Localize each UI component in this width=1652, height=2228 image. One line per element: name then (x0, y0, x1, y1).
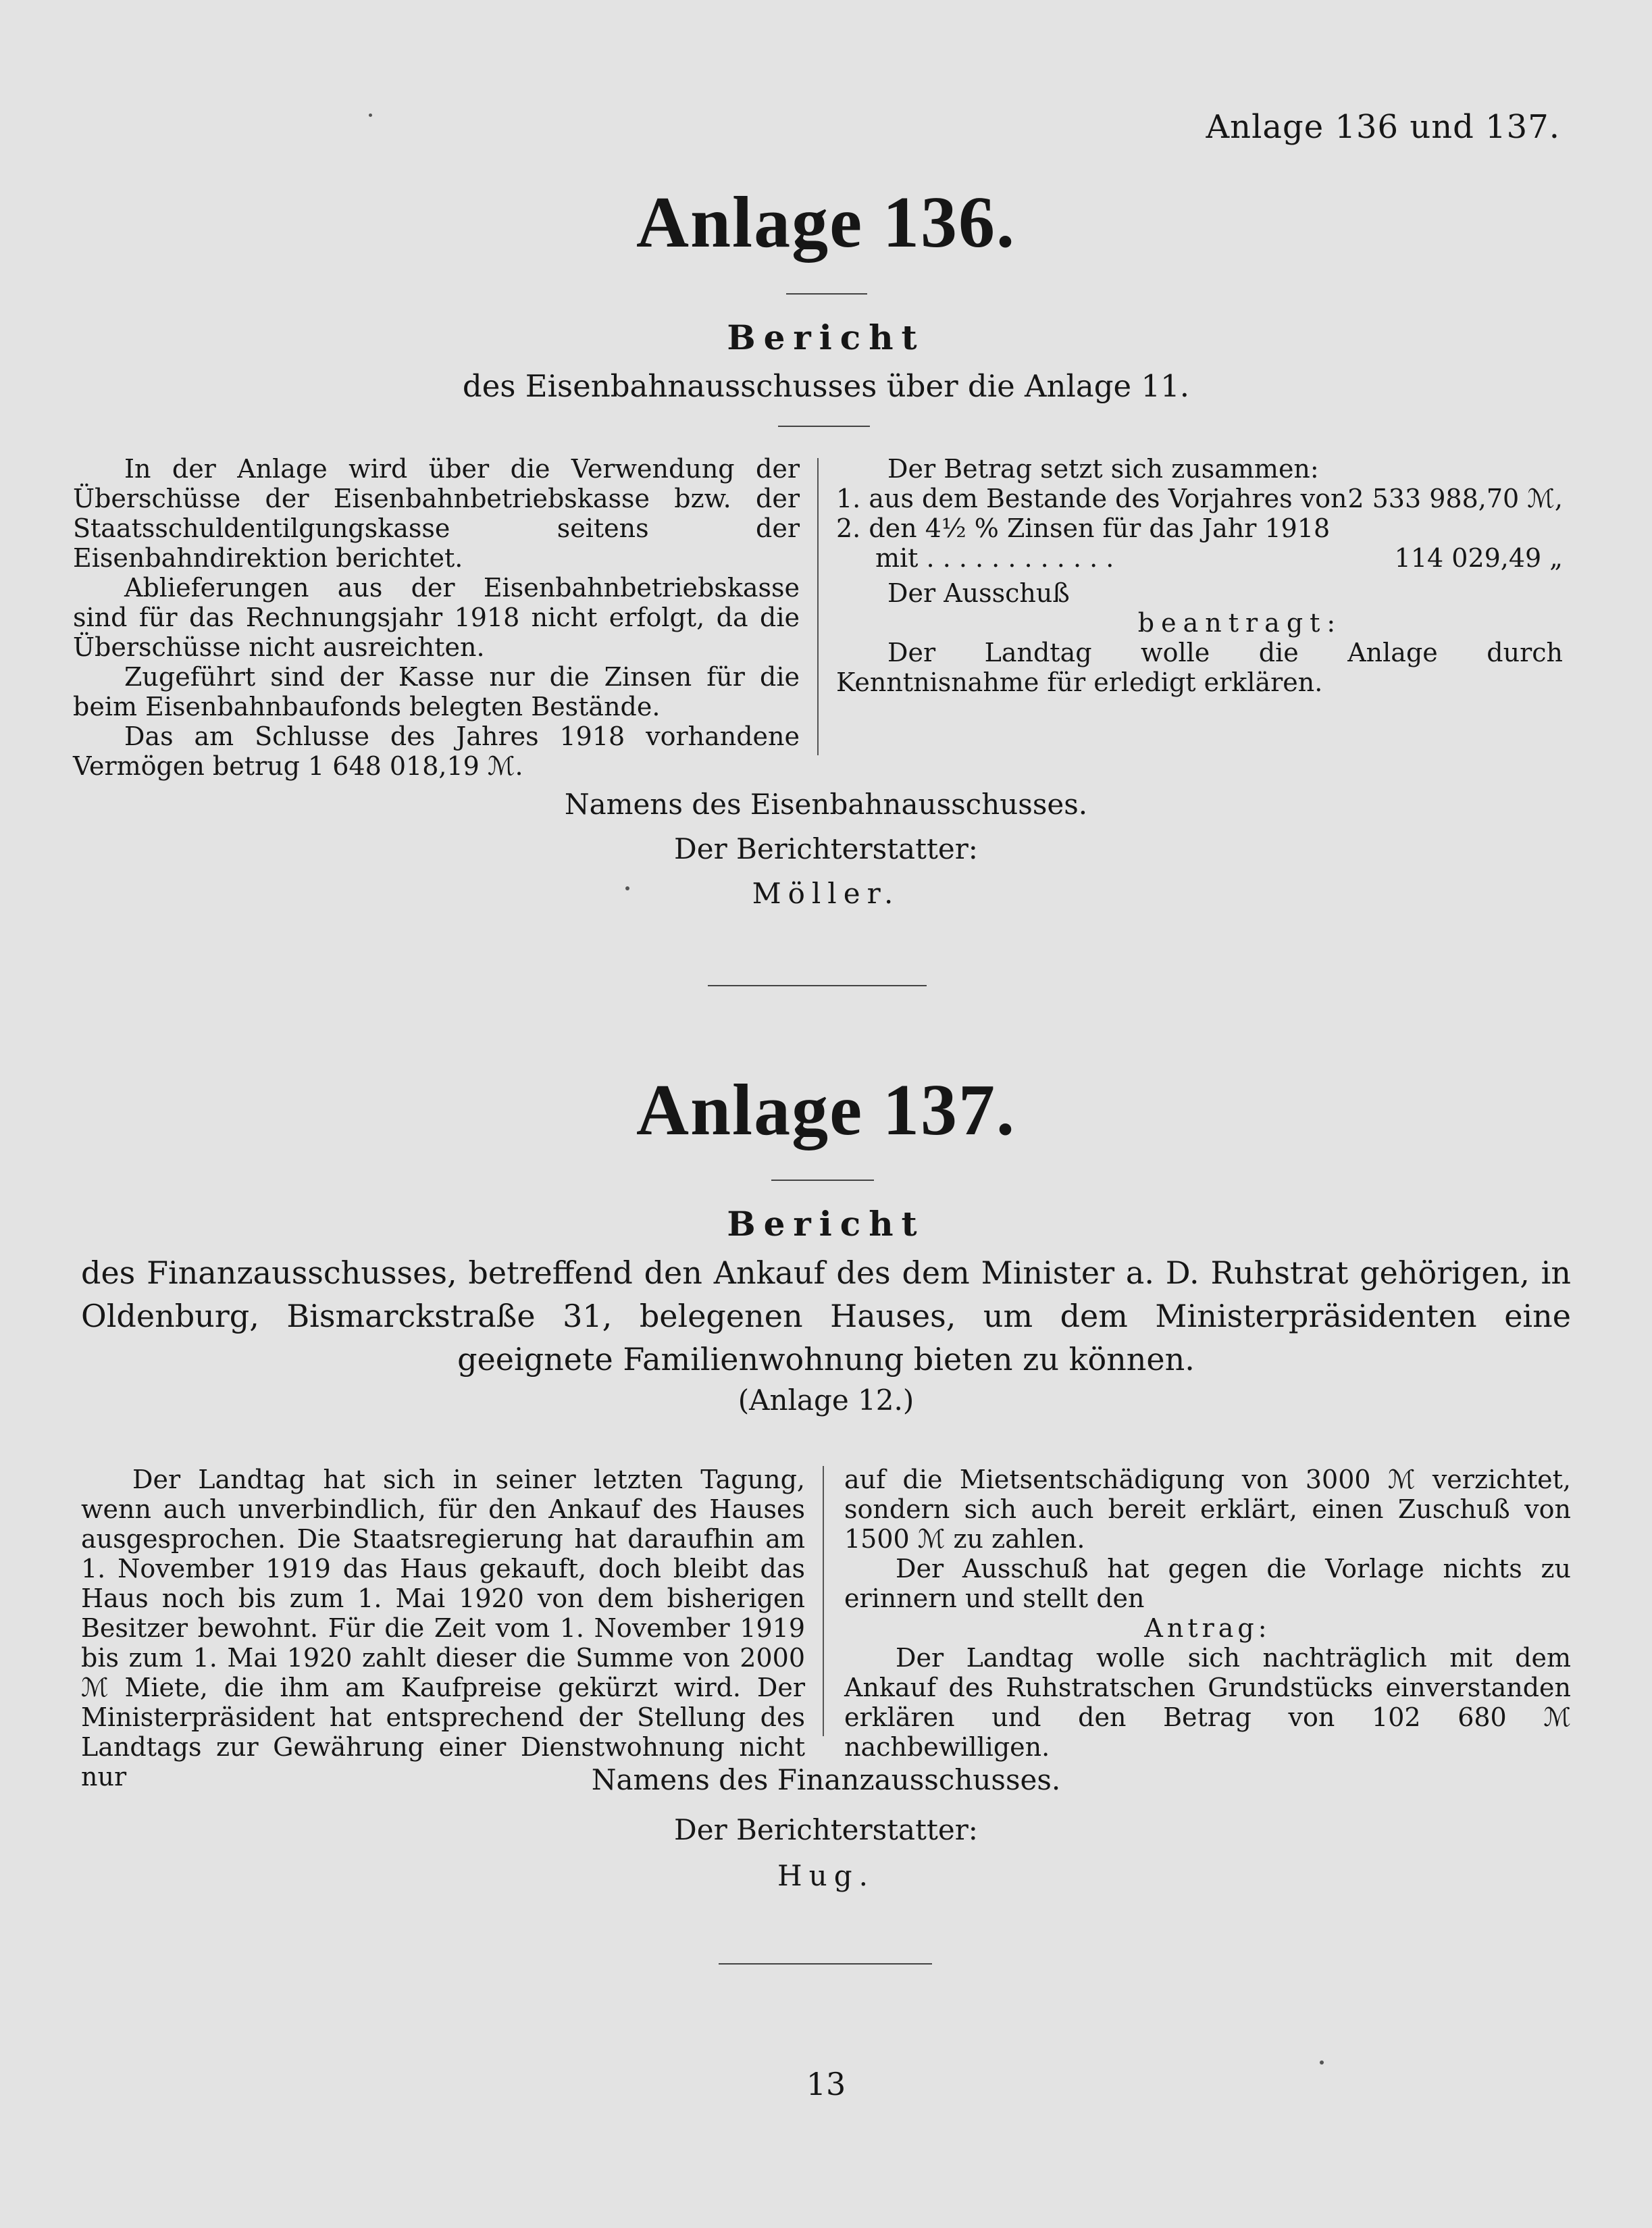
column-divider (817, 458, 819, 755)
item-amount: 114 029,49 „ (1394, 543, 1563, 573)
signature-role: Der Berichterstatter: (674, 1813, 978, 1846)
signature-committee: Namens des Finanzausschusses. (591, 1763, 1061, 1796)
motion-word: Antrag: (1144, 1613, 1271, 1643)
item-label: 2. den 4½ % Zinsen für das Jahr 1918 (836, 513, 1331, 543)
list-item (836, 484, 1563, 513)
paragraph: Das am Schlusse des Jahres 1918 vorhandene Vermögen betrug 1 648 018,19 ℳ. (73, 721, 800, 781)
anlage-137-subtitle: des Finanzausschusses, betreffend den Ankauf des dem Minister a. D. Ruhstrat gehörigen, in Oldenburg, Bismarckstraße 31, belegenen Hauses, um dem Ministerpräsidenten eine geeignete Familienwohnung bieten zu können. (81, 1255, 1571, 1377)
anlage-136-heading: Bericht (727, 318, 925, 357)
anlage-136-right-column (836, 454, 1563, 697)
signature-name: Möller. (752, 877, 900, 910)
paragraph: Der Landtag hat sich in seiner letzten Tagung, wenn auch unverbindlich, für den Ankauf des Hauses ausgesprochen. Die Staatsregierung hat daraufhin am 1. November 1919 das Haus gekauft, doch bleibt das Haus noch bis zum 1. Mai 1920 von dem bisherigen Besitzer bewohnt. Für die Zeit vom 1. November 1919 bis zum 1. Mai 1920 zahlt dieser die Summe von 2000 ℳ Miete, die ihm am Kaufpreise gekürzt wird. Der Ministerpräsident hat entsprechend der Stellung des Landtags zur Gewährung einer Dienstwohnung nicht nur (81, 1465, 805, 1792)
list-item (836, 513, 1563, 543)
paragraph: Ablieferungen aus der Eisenbahnbetriebskasse sind für das Rechnungsjahr 1918 nicht erfolgt, da die Überschüsse nicht ausreichten. (73, 573, 800, 662)
scan-speck (369, 113, 372, 117)
anlage-137-left-column (81, 1465, 805, 1792)
anlage-136-title: Anlage 136. (636, 182, 1016, 263)
item-amount: 2 533 988,70 ℳ, (1347, 484, 1563, 513)
motion-word: beantragt: (1137, 608, 1343, 638)
title-rule (771, 1180, 874, 1181)
paragraph: Zugeführt sind der Kasse nur die Zinsen für die beim Eisenbahnbaufonds belegten Bestände. (73, 662, 800, 721)
signature-role: Der Berichterstatter: (674, 832, 978, 865)
page-number: 13 (806, 2066, 846, 2102)
anlage-136-left-column (73, 454, 800, 781)
section-divider (708, 985, 927, 986)
signature-committee: Namens des Eisenbahnausschusses. (564, 788, 1088, 821)
paragraph: Der Ausschuß (887, 578, 1070, 608)
anlage-136-subtitle: des Eisenbahnausschusses über die Anlage 11. (462, 368, 1190, 404)
anlage-137-title: Anlage 137. (636, 1070, 1016, 1150)
item-label: mit . . . . . . . . . . . . (875, 543, 1114, 573)
anlage-137-right-column (844, 1465, 1571, 1762)
item-label: 1. aus dem Bestande des Vorjahres von (836, 484, 1347, 513)
list-item (836, 543, 1563, 573)
paragraph: auf die Mietsentschädigung von 3000 ℳ verzichtet, sondern sich auch bereit erklärt, einen Zuschuß von 1500 ℳ zu zahlen. (844, 1465, 1571, 1554)
paragraph: Der Ausschuß hat gegen die Vorlage nichts zu erinnern und stellt den (844, 1554, 1571, 1613)
scan-speck (1320, 2060, 1324, 2065)
section-divider (719, 1963, 932, 1965)
paragraph: Der Betrag setzt sich zusammen: (887, 454, 1319, 484)
anlage-137-subtitle-ref: (Anlage 12.) (738, 1384, 914, 1417)
motion-text: Der Landtag wolle die Anlage durch Kenntnisnahme für erledigt erklären. (836, 638, 1563, 697)
running-head: Anlage 136 und 137. (1206, 108, 1560, 146)
column-divider (823, 1466, 824, 1736)
signature-name: Hug. (777, 1859, 875, 1892)
subtitle-rule (778, 426, 870, 427)
motion-text: Der Landtag wolle sich nachträglich mit dem Ankauf des Ruhstratschen Grundstücks einverstanden erklären und den Betrag von 102 680 ℳ nachbewilligen. (844, 1643, 1571, 1762)
paragraph: In der Anlage wird über die Verwendung der Überschüsse der Eisenbahnbetriebskasse bzw. der Staatsschuldentilgungskasse seitens der Eisenbahndirektion berichtet. (73, 454, 800, 573)
anlage-137-heading: Bericht (727, 1204, 925, 1244)
title-rule (786, 293, 867, 295)
scan-speck (625, 886, 629, 890)
